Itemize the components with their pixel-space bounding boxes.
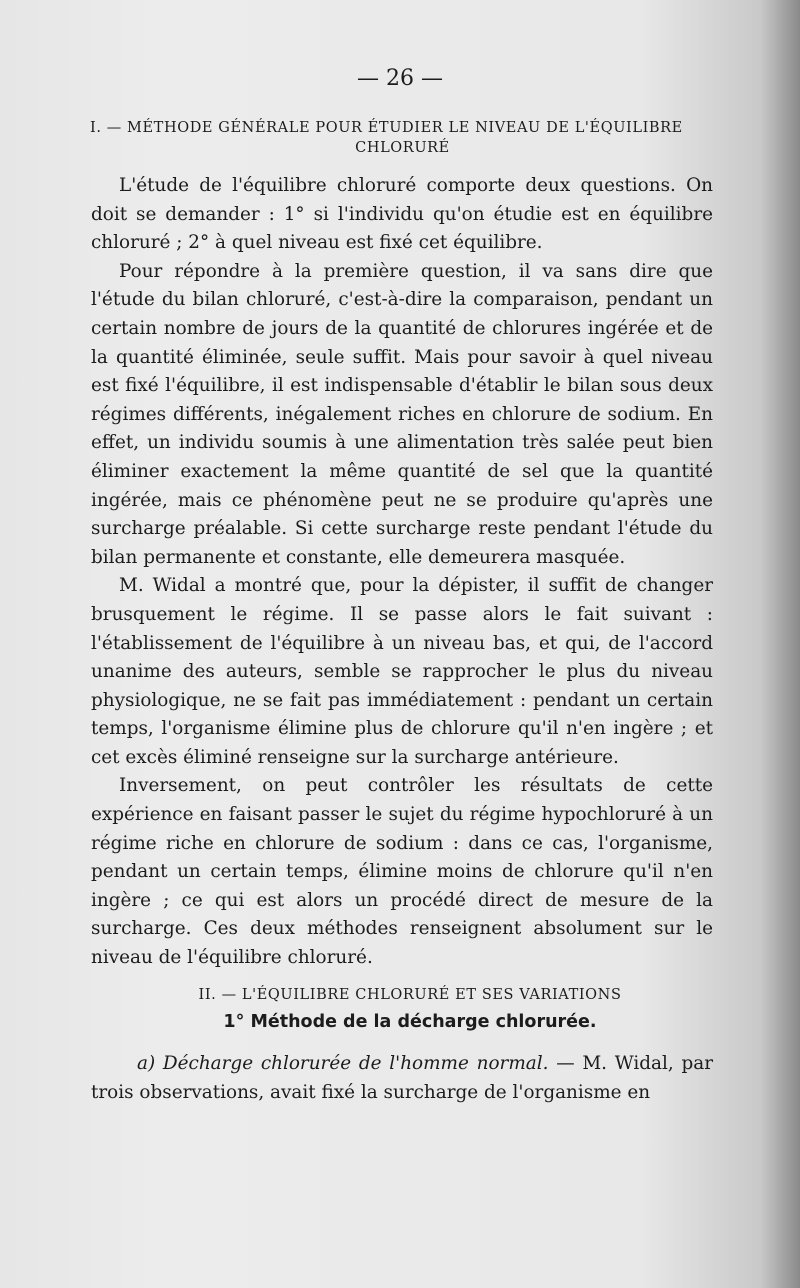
paragraph-lead: a) Décharge chlorurée de l'homme normal. xyxy=(137,1053,549,1074)
paragraph-text: — M. Widal, par trois observations, avait fixé la surcharge de l'organisme en xyxy=(91,1053,713,1103)
paragraph xyxy=(91,1050,713,1107)
paragraph: Inversement, on peut contrôler les résultats de cette expérience en faisant passer le sujet du régime hypochloruré à un régime riche en chlorure de sodium : dans ce cas, l'organisme, pendant un certain temps, élimine moins de chlorure qu'il n'en ingère ; ce qui est alors un procédé direct de mesure de la surcharge. Ces deux méthodes renseignent absolument sur le niveau de l'équilibre chloruré. xyxy=(91,775,713,969)
section-heading-1-line2: CHLORURÉ xyxy=(355,140,450,156)
section-1-body xyxy=(91,172,713,973)
section-heading-1 xyxy=(90,118,715,158)
page-number: — 26 — xyxy=(357,66,443,91)
subsection-heading: 1° Méthode de la décharge chlorurée. xyxy=(223,1012,597,1032)
paragraph: Pour répondre à la première question, il va sans dire que l'étude du bilan chloruré, c'est-à-dire la comparaison, pendant un certain nombre de jours de la quantité de chlorures ingérée et de la quantité éliminée, seule suffit. Mais pour savoir à quel niveau est fixé l'équilibre, il est indispensable d'établir le bilan sous deux régimes différents, inégalement riches en chlorure de sodium. En effet, un individu soumis à une alimentation très salée peut bien éliminer exactement la même quantité de sel que la quantité ingérée, mais ce phénomène peut ne se produire qu'après une surcharge préalable. Si cette surcharge reste pendant l'étude du bilan permanente et constante, elle demeurera masquée. xyxy=(91,260,713,568)
section-heading-2: II. — L'ÉQUILIBRE CHLORURÉ ET SES VARIATIONS xyxy=(198,987,622,1003)
section-2-body xyxy=(91,1050,713,1107)
paragraph: M. Widal a montré que, pour la dépister, il suffit de changer brusquement le régime. Il se passe alors le fait suivant : l'établissement de l'équilibre à un niveau bas, et qui, de l'accord unanime des auteurs, semble se rapprocher le plus du niveau physiologique, ne se fait pas immédiatement : pendant un certain temps, l'organisme élimine plus de chlorure qu'il n'en ingère ; et cet excès éliminé renseigne sur la surcharge antérieure. xyxy=(91,575,713,768)
section-heading-1-line1: I. — MÉTHODE GÉNÉRALE POUR ÉTUDIER LE NIVEAU DE L'ÉQUILIBRE xyxy=(90,120,683,136)
paragraph: L'étude de l'équilibre chloruré comporte deux questions. On doit se demander : 1° si l'individu qu'on étudie est en équilibre chloruré ; 2° à quel niveau est fixé cet équilibre. xyxy=(91,175,713,254)
